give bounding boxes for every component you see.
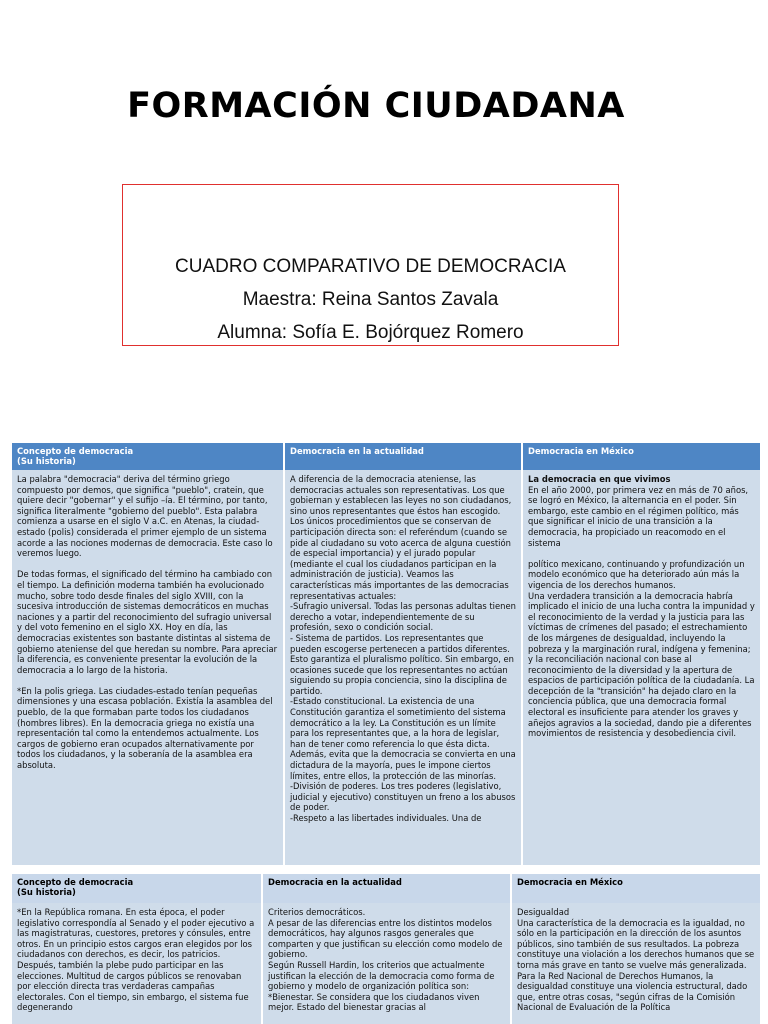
student-name: Alumna: Sofía E. Bojórquez Romero: [217, 322, 524, 343]
comparison-table-1: [12, 443, 760, 865]
cell-mexico: Desigualdad Una característica de la democracia es la igualdad, no sólo en la participación en la dirección de los asuntos públicos, sino también de sus resultados. La pobreza constituye una violación a los derechos humanos que se torna más grave en tanto se vuelve más generalizada. Para la Red Nacional de Derechos Humanos, la desigualdad constituye una violencia estructural, dado que, entre otras cosas, "según cifras de la Comisión Nacional de Evaluación de la Política: [517, 907, 755, 1013]
teacher-name: Maestra: Reina Santos Zavala: [242, 289, 499, 310]
cell-concepto-historia: *En la República romana. En esta época, el poder legislativo correspondía al Senado y el poder ejecutivo a las magistraturas, cuestores, pretores y cónsules, entre otros. En un principio estos cargos eran elegidos por los ciudadanos con derechos, es decir, los patricios. Después, también la plebe pudo participar en las elecciones. Multitud de cargos públicos se renovaban por elección directa tras verdaderas campañas electorales. Con el tiempo, sin embargo, el sistema fue degenerando: [17, 907, 255, 1013]
header-concepto: Concepto de democracia (Su historia): [12, 443, 283, 470]
cell-mexico-heading: La democracia en que vivimos: [528, 474, 671, 484]
header-actualidad: Democracia en la actualidad: [285, 443, 521, 470]
document-subtitle: CUADRO COMPARATIVO DE DEMOCRACIA: [175, 256, 566, 277]
header-concepto: Concepto de democracia (Su historia): [12, 874, 261, 903]
table-header-row: [12, 443, 760, 470]
cell-mexico: [523, 470, 760, 865]
comparison-table-2: [12, 874, 760, 1024]
table-header-row: [12, 874, 760, 903]
slide-title: FORMACIÓN CIUDADANA: [127, 86, 625, 126]
cell-concepto-historia: La palabra "democracia" deriva del término griego compuesto por demos, que significa "pueblo", cratein, que quiere decir "gobernar" y el sufijo –ía. El término, por tanto, significa literalmente "gobierno del pueblo". Esta palabra comienza a usarse en el siglo V a.C. en Atenas, la ciudad-estado (polis) considerada el primer ejemplo de un sistema acorde a las nociones modernas de democracia. Este caso lo veremos luego. De todas formas, el significado del término ha cambiado con el tiempo. La definición moderna también ha evolucionado mucho, sobre todo desde finales del siglo XVIII, con la sucesiva introducción de sistemas democráticos en muchas naciones y a partir del reconocimiento del sufragio universal y del voto femenino en el siglo XX. Hoy en día, las democracias existentes son bastante distintas al sistema de gobierno ateniense del que heredan su nombre. Para apreciar la diferencia, es conveniente presentar la evolución de la democracia a lo largo de la historia. *En la polis griega. Las ciudades-estado tenían pequeñas dimensiones y una escasa población. Existía la asamblea del pueblo, de la que formaban parte todos los ciudadanos (hombres libres). En la democracia griega no existía una representación tal como la entendemos actualmente. Los cargos de gobierno eran ocupados alternativamente por todos los ciudadanos, y la soberanía de la asamblea era absoluta.: [17, 474, 278, 771]
header-mexico: Democracia en México: [512, 874, 760, 903]
header-actualidad: Democracia en la actualidad: [263, 874, 510, 903]
info-box: [122, 184, 619, 346]
cell-actualidad: Criterios democráticos. A pesar de las diferencias entre los distintos modelos democráticos, hay algunos rasgos generales que comparten y que justifican su elección como modelo de gobierno. Según Russell Hardin, los criterios que actualmente justifican la elección de la democracia como forma de gobierno y modelo de organización política son: *Bienestar. Se considera que los ciudadanos viven mejor. Estado del bienestar gracias al: [268, 907, 503, 1013]
cell-mexico-text: En el año 2000, por primera vez en más de 70 años, se logró en México, la alternancia en el poder. Sin embargo, este cambio en el régimen político, más que significar el inicio de una transición a la democracia, ha propiciado un reacomodo en el sistema político mexicano, continuando y profundización un modelo económico que ha deteriorado aún más la vigencia de los derechos humanos. Una verdadera transición a la democracia habría implicado el inicio de una lucha contra la impunidad y el reconocimiento de la verdad y la justicia para las víctimas de crímenes del pasado; el estrechamiento de los márgenes de desigualdad, incluyendo la pobreza y la marginación rural, indígena y femenina; y la reconciliación nacional con base al reconocimiento de la diversidad y la apertura de espacios de participación política de la ciudadanía. La decepción de la "transición" ha dejado claro en la conciencia pública, que una democracia formal electoral es insuficiente para atender los graves y añejos agravios a la sociedad, dando pie a diferentes movimientos de resistencia y desobediencia civil.: [528, 484, 755, 739]
header-mexico: Democracia en México: [523, 443, 760, 470]
cell-actualidad: A diferencia de la democracia ateniense, las democracias actuales son representativas. Los que gobiernan y establecen las leyes no son ciudadanos, sino unos representantes que éstos han escogido. Los únicos procedimientos que se conservan de participación directa son: el referéndum (cuando se pide al ciudadano su voto acerca de alguna cuestión de especial importancia) y el jurado popular (mediante el cual los ciudadanos participan en la administración de justicia). Veamos las características más importantes de las democracias representativas actuales: -Sufragio universal. Todas las personas adultas tienen derecho a votar, independientemente de su profesión, sexo o condición social. - Sistema de partidos. Los representantes que pueden escogerse pertenecen a partidos diferentes. Esto garantiza el pluralismo político. Sin embargo, en ocasiones sucede que los representantes no actúan siguiendo su propia conciencia, sino la disciplina de partido. -Estado constitucional. La existencia de una Constitución garantiza el sometimiento del sistema democrático a la ley. La Constitución es un límite para los representantes que, a la hora de legislar, han de tener como referencia lo que ésta dicta. Además, evita que la democracia se convierta en una dictadura de la mayoría, pues le impone ciertos límites, entre ellos, la protección de las minorías. -División de poderes. Los tres poderes (legislativo, judicial y ejecutivo) constituyen un freno a los abusos de poder. -Respeto a las libertades individuales. Una de: [290, 474, 516, 823]
